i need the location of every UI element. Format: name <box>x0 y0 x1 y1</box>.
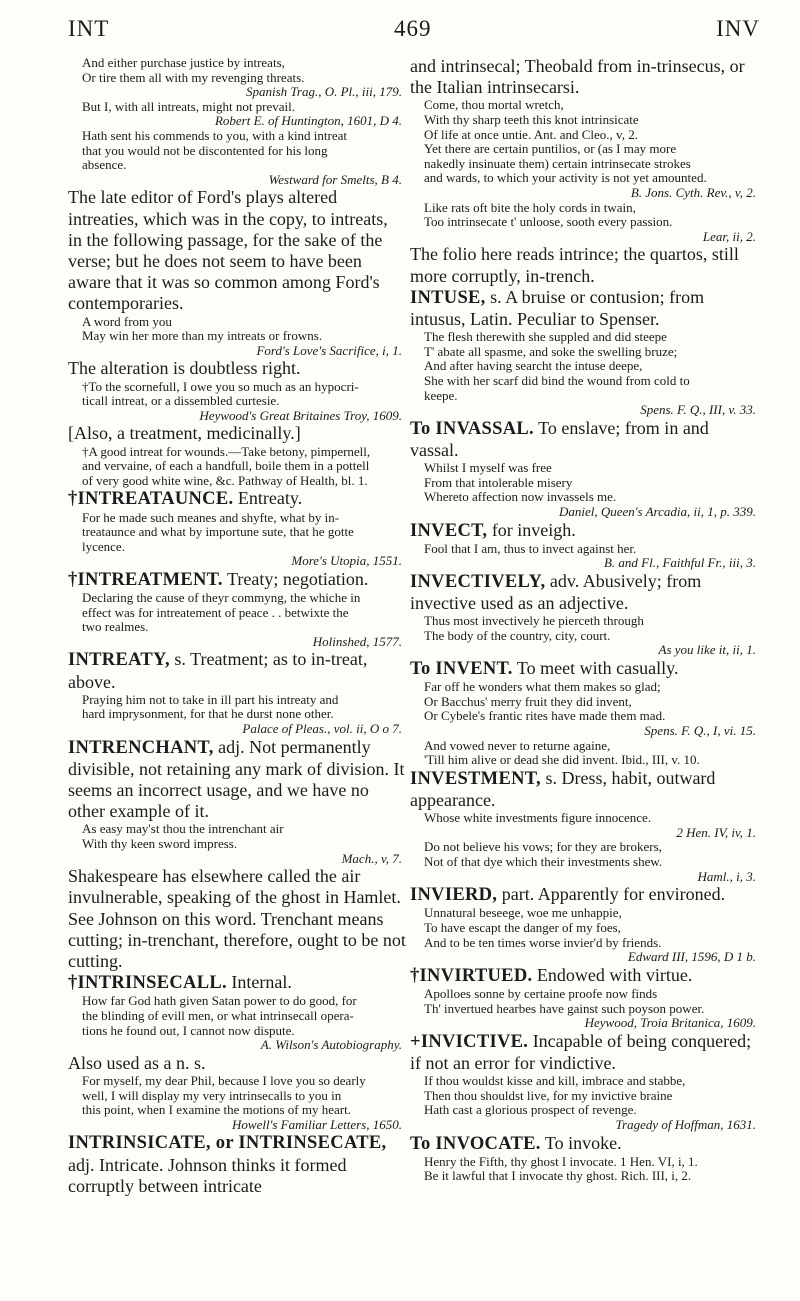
quotation-source: Spens. F. Q., I, vi. 15. <box>644 723 756 739</box>
left-column <box>68 56 406 1197</box>
quotation <box>68 315 406 359</box>
quotation-line: Not of that dye which their investments shew. <box>424 854 663 870</box>
quotation-source: Haml., i, 3. <box>697 868 756 884</box>
entry-headword: INVIERD, <box>410 885 498 906</box>
entry-headword: To INVENT. <box>410 659 513 680</box>
quotation-source: 2 Hen. IV, iv, 1. <box>676 824 756 840</box>
quotation <box>68 591 406 649</box>
quotation-line: Hath cast a glorious prospect of revenge. <box>424 1102 637 1118</box>
dictionary-entry <box>410 418 760 461</box>
header-right-guide-word: INV <box>716 16 760 41</box>
entry-definition: Treaty; negotiation. <box>227 568 369 589</box>
quotation-line: of very good white wine, &c. Pathway of Health, bl. 1. <box>82 472 368 488</box>
quotation <box>410 542 760 571</box>
quotation-source: Holinshed, 1577. <box>312 633 402 649</box>
quotation-source: B. Jons. Cyth. Rev., v, 2. <box>630 184 756 200</box>
quotation <box>410 1155 760 1184</box>
quotation-line: well, I will display my very intrinsecalls to you in <box>82 1087 342 1103</box>
quotation <box>410 461 760 519</box>
header-left-guide-word: INT <box>68 16 110 41</box>
quotation-line: A word from you <box>82 313 172 329</box>
quotation-line: ticall intreat, or a dissembled curtesie. <box>82 393 280 409</box>
entry-headword: To INVOCATE. <box>410 1133 541 1154</box>
quotation-line: Yet there are certain puntilios, or (as I may more <box>424 141 677 157</box>
quotation-line: lycence. <box>82 538 125 554</box>
quotation-line: Or Bacchus' merry fruit they did invent, <box>424 693 632 709</box>
quotation-line: As easy may'st thou the intrenchant air <box>82 821 284 837</box>
quotation <box>410 98 760 200</box>
quotation-line: and vervaine, of each a handfull, boile them in a pottell <box>82 458 370 474</box>
quotation-line: keepe. <box>424 387 458 403</box>
entry-headword: INVESTMENT, <box>410 768 541 789</box>
quotation-line: Whereto affection now invassels me. <box>424 489 617 505</box>
quotation-line: †To the scornefull, I owe you so much as an hypocri- <box>82 378 359 394</box>
quotation-source: Westward for Smelts, B 4. <box>268 171 402 187</box>
quotation <box>410 811 760 840</box>
quotation-line: absence. <box>82 157 127 173</box>
quotation-line: From that intolerable misery <box>424 474 573 490</box>
quotation-source: Lear, ii, 2. <box>702 228 756 244</box>
quotation-line: that you would not be discontented for his long <box>82 142 328 158</box>
dictionary-entry <box>410 658 760 680</box>
quotation-line: With thy keen sword impress. <box>82 836 238 852</box>
quotation-line: With thy sharp teeth this knot intrinsicate <box>424 112 639 127</box>
entry-headword: INVECTIVELY, <box>410 571 546 592</box>
quotation <box>68 129 406 187</box>
quotation-line: and wards, to which your activity is not yet amounted. <box>424 170 707 186</box>
quotation-line: Do not believe his vows; for they are brokers, <box>424 839 662 855</box>
quotation-source: Robert E. of Huntington, 1601, D 4. <box>214 113 402 129</box>
quotation-line: hard imprysonment, for that he durst none other. <box>82 706 334 722</box>
quotation <box>410 987 760 1031</box>
entry-definition: adv. Abusively; from invective used as an adjective. <box>410 570 702 614</box>
dictionary-entry <box>410 1133 760 1155</box>
right-column <box>410 56 760 1184</box>
quotation-line: Or tire them all with my revenging threats. <box>82 69 305 85</box>
quotation-line: 'Till him alive or dead she did invent. Ibid., III, v. 10. <box>424 752 700 768</box>
quotation <box>68 380 406 424</box>
quotation <box>68 56 406 100</box>
quotation-line: effect was for intreatement of peace . . betwixte the <box>82 604 349 620</box>
quotation-line: Whilst I myself was free <box>424 460 552 476</box>
quotation <box>68 511 406 569</box>
quotation-line: nakedly insinuate them) certain intrinsecate strokes <box>424 155 691 171</box>
quotation-line: Of life at once untie. Ant. and Cleo., v, 2. <box>424 126 638 142</box>
quotation-source: Mach., v, 7. <box>341 850 402 866</box>
quotation-line: Praying him not to take in ill part his intreaty and <box>82 691 339 707</box>
dictionary-entry <box>68 649 406 692</box>
entry-headword: INTUSE, <box>410 287 486 308</box>
commentary-text: The late editor of Ford's plays altered intreaties, which was in the copy, to intreats, in the following passage, for the sake of the verse; but he does not seem to have been aware that it was so common among Ford's contemporaries. <box>68 187 388 314</box>
dictionary-entry <box>68 1132 406 1197</box>
quotation-line: Like rats oft bite the holy cords in twain, <box>424 199 636 215</box>
entry-headword: †INVIRTUED. <box>410 965 533 986</box>
quotation-line: the blinding of evill men, or what intrinsecall opera- <box>82 1008 354 1024</box>
entry-definition: Endowed with virtue. <box>536 964 693 985</box>
quotation <box>68 693 406 737</box>
entry-definition: s. Dress, habit, outward appearance. <box>410 767 716 811</box>
entry-definition: s. A bruise or contusion; from intusus, Latin. Peculiar to Spenser. <box>410 286 705 329</box>
dictionary-entry <box>410 965 760 987</box>
entry-definition: for inveigh. <box>491 519 576 540</box>
quotation-line: Then thou shouldst live, for my invictive braine <box>424 1087 673 1103</box>
quotation <box>68 1074 406 1132</box>
entry-headword: To INVASSAL. <box>410 418 534 439</box>
commentary-text: Also used as a n. s. <box>68 1052 206 1073</box>
quotation-line: For he made such meanes and shyfte, what by in- <box>82 509 340 525</box>
quotation <box>410 330 760 418</box>
entry-headword: INVECT, <box>410 520 488 541</box>
quotation-line: Too intrinsecate t' unloose, sooth every passion. <box>424 214 673 230</box>
quotation-line: The flesh therewith she suppled and did steepe <box>424 329 667 345</box>
quotation-line: Declaring the cause of theyr commyng, the whiche in <box>82 590 361 606</box>
quotation <box>410 1074 760 1132</box>
quotation-line: To have escapt the danger of my foes, <box>424 920 621 936</box>
commentary-text: and intrinsecal; Theobald from in-trinsecus, or the Italian intrinsecarsi. <box>410 56 745 98</box>
quotation-line: Whose white investments figure innocence. <box>424 810 652 826</box>
entry-headword: INTRENCHANT, <box>68 737 214 758</box>
page-number: 469 <box>393 16 432 41</box>
entry-headword: INTRINSICATE, or INTRINSECATE, <box>68 1133 387 1154</box>
quotation-source: More's Utopia, 1551. <box>291 553 402 569</box>
quotation-line: But I, with all intreats, might not prevail. <box>82 98 296 114</box>
quotation-line: The body of the country, city, court. <box>424 627 611 643</box>
page-header <box>68 16 760 46</box>
quotation-line: Thus most invectively he pierceth through <box>424 613 644 629</box>
quotation <box>410 840 760 884</box>
dictionary-entry <box>68 488 406 510</box>
quotation <box>410 614 760 658</box>
quotation-line: Henry the Fifth, thy ghost I invocate. 1 Hen. VI, i, 1. <box>424 1153 698 1169</box>
quotation-line: Be it lawful that I invocate thy ghost. Rich. III, i, 2. <box>424 1168 692 1184</box>
quotation-line: treataunce and what by importune sute, that he gotte <box>82 524 354 540</box>
quotation-source: Daniel, Queen's Arcadia, ii, 1, p. 339. <box>558 503 756 519</box>
dictionary-entry <box>410 571 760 614</box>
commentary-text: The alteration is doubtless right. <box>68 358 301 379</box>
entry-definition: To meet with casually. <box>516 658 679 679</box>
quotation-line: Apolloes sonne by certaine proofe now finds <box>424 986 658 1001</box>
entry-definition: Incapable of being conquered; if not an error for vindictive. <box>410 1030 752 1073</box>
entry-definition: To invoke. <box>544 1132 622 1153</box>
quotation-line: Far off he wonders what them makes so glad; <box>424 679 661 695</box>
quotation-line: May win her more than my intreats or frowns. <box>82 328 323 344</box>
dictionary-entry <box>68 737 406 823</box>
quotation-line: †A good intreat for wounds.—Take betony, pimpernell, <box>82 443 371 459</box>
quotation <box>410 201 760 245</box>
quotation-line: And after having searcht the intuse deepe, <box>424 358 643 374</box>
dictionary-entry <box>68 569 406 591</box>
quotation <box>68 445 406 489</box>
quotation-line: Fool that I am, thus to invect against her. <box>424 540 637 556</box>
quotation-line: two realmes. <box>82 619 149 635</box>
entry-definition: part. Apparently for environed. <box>501 884 726 905</box>
entry-headword: †INTREATMENT. <box>68 569 223 590</box>
dictionary-entry <box>410 884 760 906</box>
dictionary-entry <box>410 768 760 811</box>
quotation <box>410 680 760 738</box>
entry-definition: Entreaty. <box>237 488 303 509</box>
quotation-line: And vowed never to returne againe, <box>424 737 611 753</box>
quotation-source: Tragedy of Hoffman, 1631. <box>615 1116 756 1132</box>
dictionary-entry <box>410 520 760 542</box>
quotation-line: Or Cybele's frantic rites have made them mad. <box>424 708 666 724</box>
quotation-line: And to be ten times worse invier'd by friends. <box>424 934 662 950</box>
quotation-line: For myself, my dear Phil, because I love you so dearly <box>82 1073 366 1089</box>
dictionary-entry <box>410 287 760 330</box>
quotation-source: Spens. F. Q., III, v. 33. <box>640 402 756 418</box>
quotation <box>68 822 406 866</box>
entry-definition: adj. Not permanently divisible, not retaining any mark of division. It seems an incorrect usage, and we have no other example of it. <box>68 736 405 822</box>
entry-definition: adj. Intricate. Johnson thinks it formed corruptly between intricate <box>68 1154 347 1196</box>
quotation-line: tions he found out, I cannot now dispute. <box>82 1022 295 1038</box>
dictionary-entry <box>68 972 406 994</box>
commentary-text: [Also, a treatment, medicinally.] <box>68 423 301 444</box>
commentary-text: The folio here reads intrince; the quartos, still more corruptly, in-trench. <box>410 244 739 286</box>
quotation-source: Howell's Familiar Letters, 1650. <box>232 1116 402 1132</box>
quotation <box>68 994 406 1052</box>
quotation <box>410 906 760 964</box>
quotation-line: And either purchase justice by intreats, <box>82 55 285 70</box>
quotation-source: B. and Fl., Faithful Fr., iii, 3. <box>603 555 756 571</box>
entry-headword: †INTREATAUNCE. <box>68 489 234 510</box>
entry-definition: To enslave; from in and vassal. <box>410 417 709 460</box>
dictionary-entry <box>410 1031 760 1074</box>
quotation-source: Palace of Pleas., vol. ii, O o 7. <box>242 721 402 737</box>
quotation-line: Come, thou mortal wretch, <box>424 97 564 113</box>
entry-definition: Internal. <box>231 972 292 993</box>
quotation <box>410 739 760 768</box>
quotation-line: She with her scarf did bind the wound from cold to <box>424 372 690 388</box>
entry-definition: s. Treatment; as to in-treat, above. <box>68 649 368 692</box>
quotation <box>68 100 406 129</box>
quotation-line: If thou wouldst kisse and kill, imbrace and stabbe, <box>424 1073 686 1089</box>
entry-headword: INTREATY, <box>68 650 170 671</box>
quotation-source: A. Wilson's Autobiography. <box>260 1037 402 1053</box>
entry-headword: †INTRINSECALL. <box>68 973 227 994</box>
quotation-source: Heywood, Troia Britanica, 1609. <box>584 1015 756 1031</box>
quotation-source: Edward III, 1596, D 1 b. <box>627 949 756 965</box>
quotation-source: As you like it, ii, 1. <box>658 642 756 658</box>
quotation-source: Ford's Love's Sacrifice, i, 1. <box>256 342 402 358</box>
quotation-line: How far God hath given Satan power to do good, for <box>82 993 357 1009</box>
quotation-line: T' abate all spasme, and soke the swelling bruze; <box>424 343 678 359</box>
quotation-line: Hath sent his commends to you, with a kind intreat <box>82 127 348 143</box>
commentary-text: Shakespeare has elsewhere called the air invulnerable, speaking of the ghost in Hamlet. See Johnson on this word. Trenchant means cutting; in-trenchant, therefore, ought to be not cutting. <box>68 866 406 972</box>
quotation-line: Unnatural beseege, woe me unhappie, <box>424 905 622 921</box>
quotation-line: this point, when I examine the motions of my heart. <box>82 1102 351 1118</box>
quotation-line: Th' invertued hearbes have gainst such poyson power. <box>424 1000 705 1016</box>
quotation-source: Spanish Trag., O. Pl., iii, 179. <box>245 84 402 100</box>
entry-headword: +INVICTIVE. <box>410 1031 529 1052</box>
quotation-source: Heywood's Great Britaines Troy, 1609. <box>199 407 402 423</box>
